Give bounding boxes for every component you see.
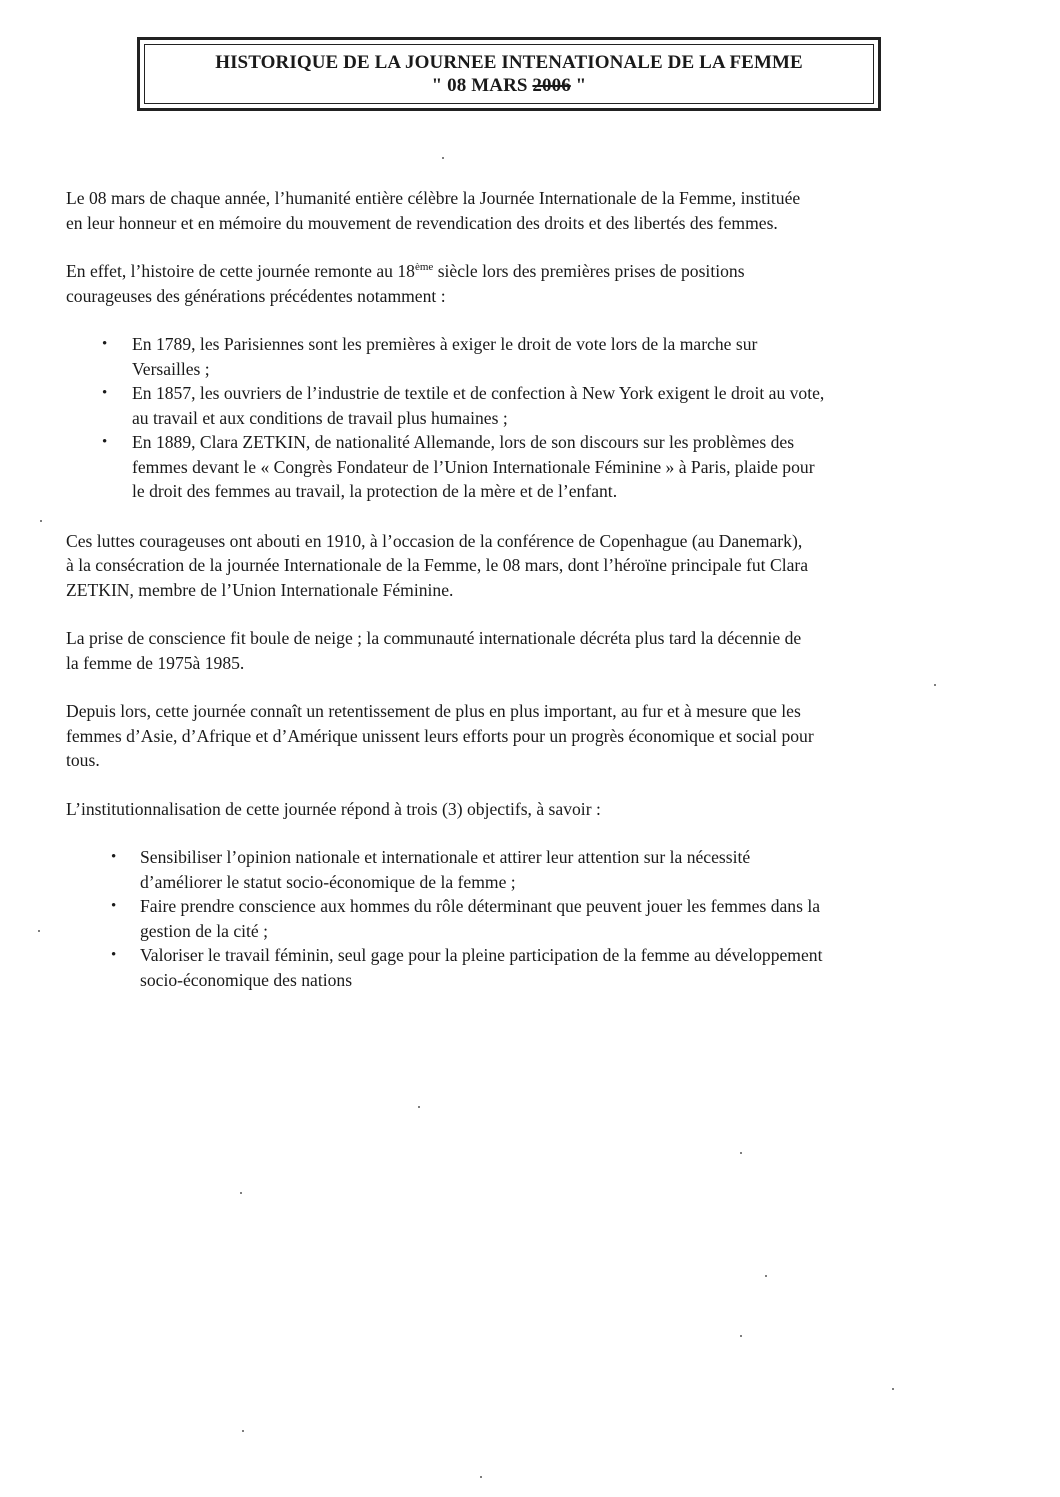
paragraph-line: à la consécration de la journée Internationale de la Femme, le 08 mars, dont l’héroïne principale fut Clara [66, 555, 809, 575]
list-item-line: En 1789, les Parisiennes sont les premières à exiger le droit de vote lors de la marche sur [132, 334, 758, 354]
struck-year: 2006 [532, 75, 571, 96]
paragraph-objectives [66, 797, 986, 822]
scan-speck [242, 1430, 244, 1432]
list-item [66, 430, 986, 504]
scan-speck [765, 1275, 767, 1277]
history-bullet-list [66, 332, 986, 504]
list-item-line: Valoriser le travail féminin, seul gage pour la pleine participation de la femme au développement [140, 945, 823, 965]
list-item-line: En 1857, les ouvriers de l’industrie de textile et de confection à New York exigent le droit au vote, [132, 383, 825, 403]
list-item-line: socio-économique des nations [140, 969, 353, 990]
document-date [145, 74, 873, 97]
paragraph-line: siècle lors des premières prises de positions [433, 261, 745, 281]
paragraph-line: ZETKIN, membre de l’Union Internationale Féminine. [66, 579, 454, 600]
list-item-line: En 1889, Clara ZETKIN, de nationalité Allemande, lors de son discours sur les problèmes des [132, 432, 795, 452]
list-item [66, 943, 986, 992]
document-title: HISTORIQUE DE LA JOURNEE INTENATIONALE DE LA FEMME [215, 52, 803, 73]
list-item-line: le droit des femmes au travail, la protection de la mère et de l’enfant. [132, 481, 618, 501]
paragraph-line: L’institutionnalisation de cette journée répond à trois (3) objectifs, à savoir : [66, 798, 601, 819]
bullet-icon: • [111, 898, 117, 914]
paragraph-copenhagen [66, 529, 986, 603]
list-item-line: Faire prendre conscience aux hommes du rôle déterminant que peuvent jouer les femmes dans la [140, 896, 821, 916]
title-box-inner [144, 44, 874, 104]
list-item-line: au travail et aux conditions de travail plus humaines ; [132, 407, 508, 428]
list-item-line: femmes devant le « Congrès Fondateur de l’Union Internationale Féminine » à Paris, plaide pour [132, 456, 815, 477]
scan-speck [740, 1152, 742, 1154]
bullet-icon: • [102, 336, 108, 352]
paragraph-line: courageuses des générations précédentes notamment : [66, 285, 446, 306]
paragraph-since [66, 699, 986, 773]
scan-speck [740, 1335, 742, 1337]
list-item-line: Sensibiliser l’opinion nationale et internationale et attirer leur attention sur la nécessité [140, 847, 751, 867]
paragraph-line: en leur honneur et en mémoire du mouvement de revendication des droits et des libertés des femmes. [66, 212, 778, 233]
scan-speck [418, 1106, 420, 1108]
bullet-icon: • [102, 385, 108, 401]
objectives-bullet-list [66, 845, 986, 992]
paragraph-line: femmes d’Asie, d’Afrique et d’Amérique unissent leurs efforts pour un progrès économique et social pour [66, 725, 814, 746]
paragraph-history [66, 259, 986, 308]
scan-speck [892, 1388, 894, 1390]
date-prefix: " 08 MARS [431, 75, 533, 96]
list-item-line: gestion de la cité ; [140, 920, 269, 941]
list-item [66, 332, 986, 381]
paragraph-line: La prise de conscience fit boule de neige ; la communauté internationale décréta plus tard la décennie de [66, 628, 802, 648]
list-item-line: d’améliorer le statut socio-économique de la femme ; [140, 871, 516, 892]
bullet-icon: • [111, 849, 117, 865]
list-item [66, 381, 986, 430]
bullet-icon: • [111, 947, 117, 963]
paragraph-intro [66, 186, 986, 235]
bullet-icon: • [102, 434, 108, 450]
paragraph-line: Le 08 mars de chaque année, l’humanité entière célèbre la Journée Internationale de la Femme, instituée [66, 188, 801, 208]
scan-speck [38, 930, 40, 932]
scan-speck [480, 1476, 482, 1478]
date-suffix: " [570, 75, 587, 96]
scan-speck [240, 1192, 242, 1194]
paragraph-decade [66, 626, 986, 675]
list-item [66, 845, 986, 894]
title-box [137, 37, 881, 111]
document-body [66, 186, 986, 992]
scan-speck [934, 684, 936, 686]
paragraph-line: Depuis lors, cette journée connaît un retentissement de plus en plus important, au fur et à mesure que les [66, 701, 801, 721]
list-item-line: Versailles ; [132, 358, 210, 379]
scan-speck [442, 157, 444, 159]
paragraph-line: la femme de 1975à 1985. [66, 652, 245, 673]
superscript-eme: ème [414, 261, 434, 274]
paragraph-line: En effet, l’histoire de cette journée remonte au 18 [66, 261, 415, 281]
list-item [66, 894, 986, 943]
scan-speck [40, 520, 42, 522]
paragraph-line: Ces luttes courageuses ont abouti en 1910, à l’occasion de la conférence de Copenhague (au Danemark), [66, 530, 803, 551]
paragraph-line: tous. [66, 750, 100, 770]
